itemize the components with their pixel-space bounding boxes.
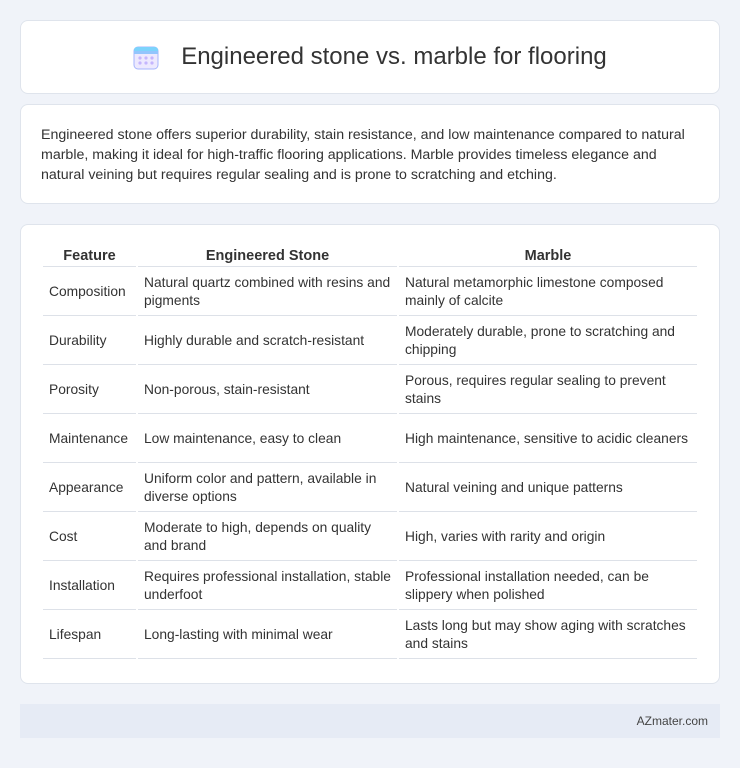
engineered-stone-cell: Long-lasting with minimal wear <box>138 612 397 659</box>
marble-cell: High maintenance, sensitive to acidic cleaners <box>399 416 697 463</box>
table-row <box>43 514 697 561</box>
engineered-stone-cell: Low maintenance, easy to clean <box>138 416 397 463</box>
table-header-row <box>43 247 697 267</box>
marble-cell: Natural veining and unique patterns <box>399 465 697 512</box>
footer <box>20 704 720 738</box>
summary-card <box>20 104 720 204</box>
engineered-stone-cell: Moderate to high, depends on quality and brand <box>138 514 397 561</box>
feature-cell: Porosity <box>43 367 136 414</box>
table-row <box>43 318 697 365</box>
summary-text: Engineered stone offers superior durability, stain resistance, and low maintenance compared to natural marble, making it ideal for high-traffic flooring applications. Marble provides timeless elegance and natural veining but requires regular sealing and is prone to scratching and etching. <box>41 127 685 183</box>
marble-cell: Professional installation needed, can be slippery when polished <box>399 563 697 610</box>
page-title: Engineered stone vs. marble for flooring <box>181 43 607 70</box>
feature-cell: Durability <box>43 318 136 365</box>
marble-cell: Lasts long but may show aging with scratches and stains <box>399 612 697 659</box>
engineered-stone-cell: Non-porous, stain-resistant <box>138 367 397 414</box>
title-card <box>20 20 720 94</box>
feature-cell: Composition <box>43 269 136 316</box>
table-row <box>43 465 697 512</box>
table-row <box>43 563 697 610</box>
engineered-stone-cell: Uniform color and pattern, available in diverse options <box>138 465 397 512</box>
marble-cell: High, varies with rarity and origin <box>399 514 697 561</box>
engineered-stone-cell: Highly durable and scratch-resistant <box>138 318 397 365</box>
engineered-stone-cell: Natural quartz combined with resins and pigments <box>138 269 397 316</box>
table-row <box>43 612 697 659</box>
header-feature: Feature <box>43 247 136 267</box>
marble-cell: Moderately durable, prone to scratching and chipping <box>399 318 697 365</box>
table-row <box>43 367 697 414</box>
table-row <box>43 416 697 463</box>
table-row <box>43 269 697 316</box>
header-marble: Marble <box>399 247 697 267</box>
calendar-icon <box>133 44 159 70</box>
comparison-table <box>41 245 699 661</box>
marble-cell: Natural metamorphic limestone composed mainly of calcite <box>399 269 697 316</box>
title-wrap <box>133 43 607 71</box>
header-engineered-stone: Engineered Stone <box>138 247 397 267</box>
feature-cell: Appearance <box>43 465 136 512</box>
table-card <box>20 224 720 684</box>
feature-cell: Cost <box>43 514 136 561</box>
engineered-stone-cell: Requires professional installation, stable underfoot <box>138 563 397 610</box>
footer-brand: AZmater.com <box>636 714 708 728</box>
feature-cell: Lifespan <box>43 612 136 659</box>
feature-cell: Maintenance <box>43 416 136 463</box>
feature-cell: Installation <box>43 563 136 610</box>
marble-cell: Porous, requires regular sealing to prevent stains <box>399 367 697 414</box>
